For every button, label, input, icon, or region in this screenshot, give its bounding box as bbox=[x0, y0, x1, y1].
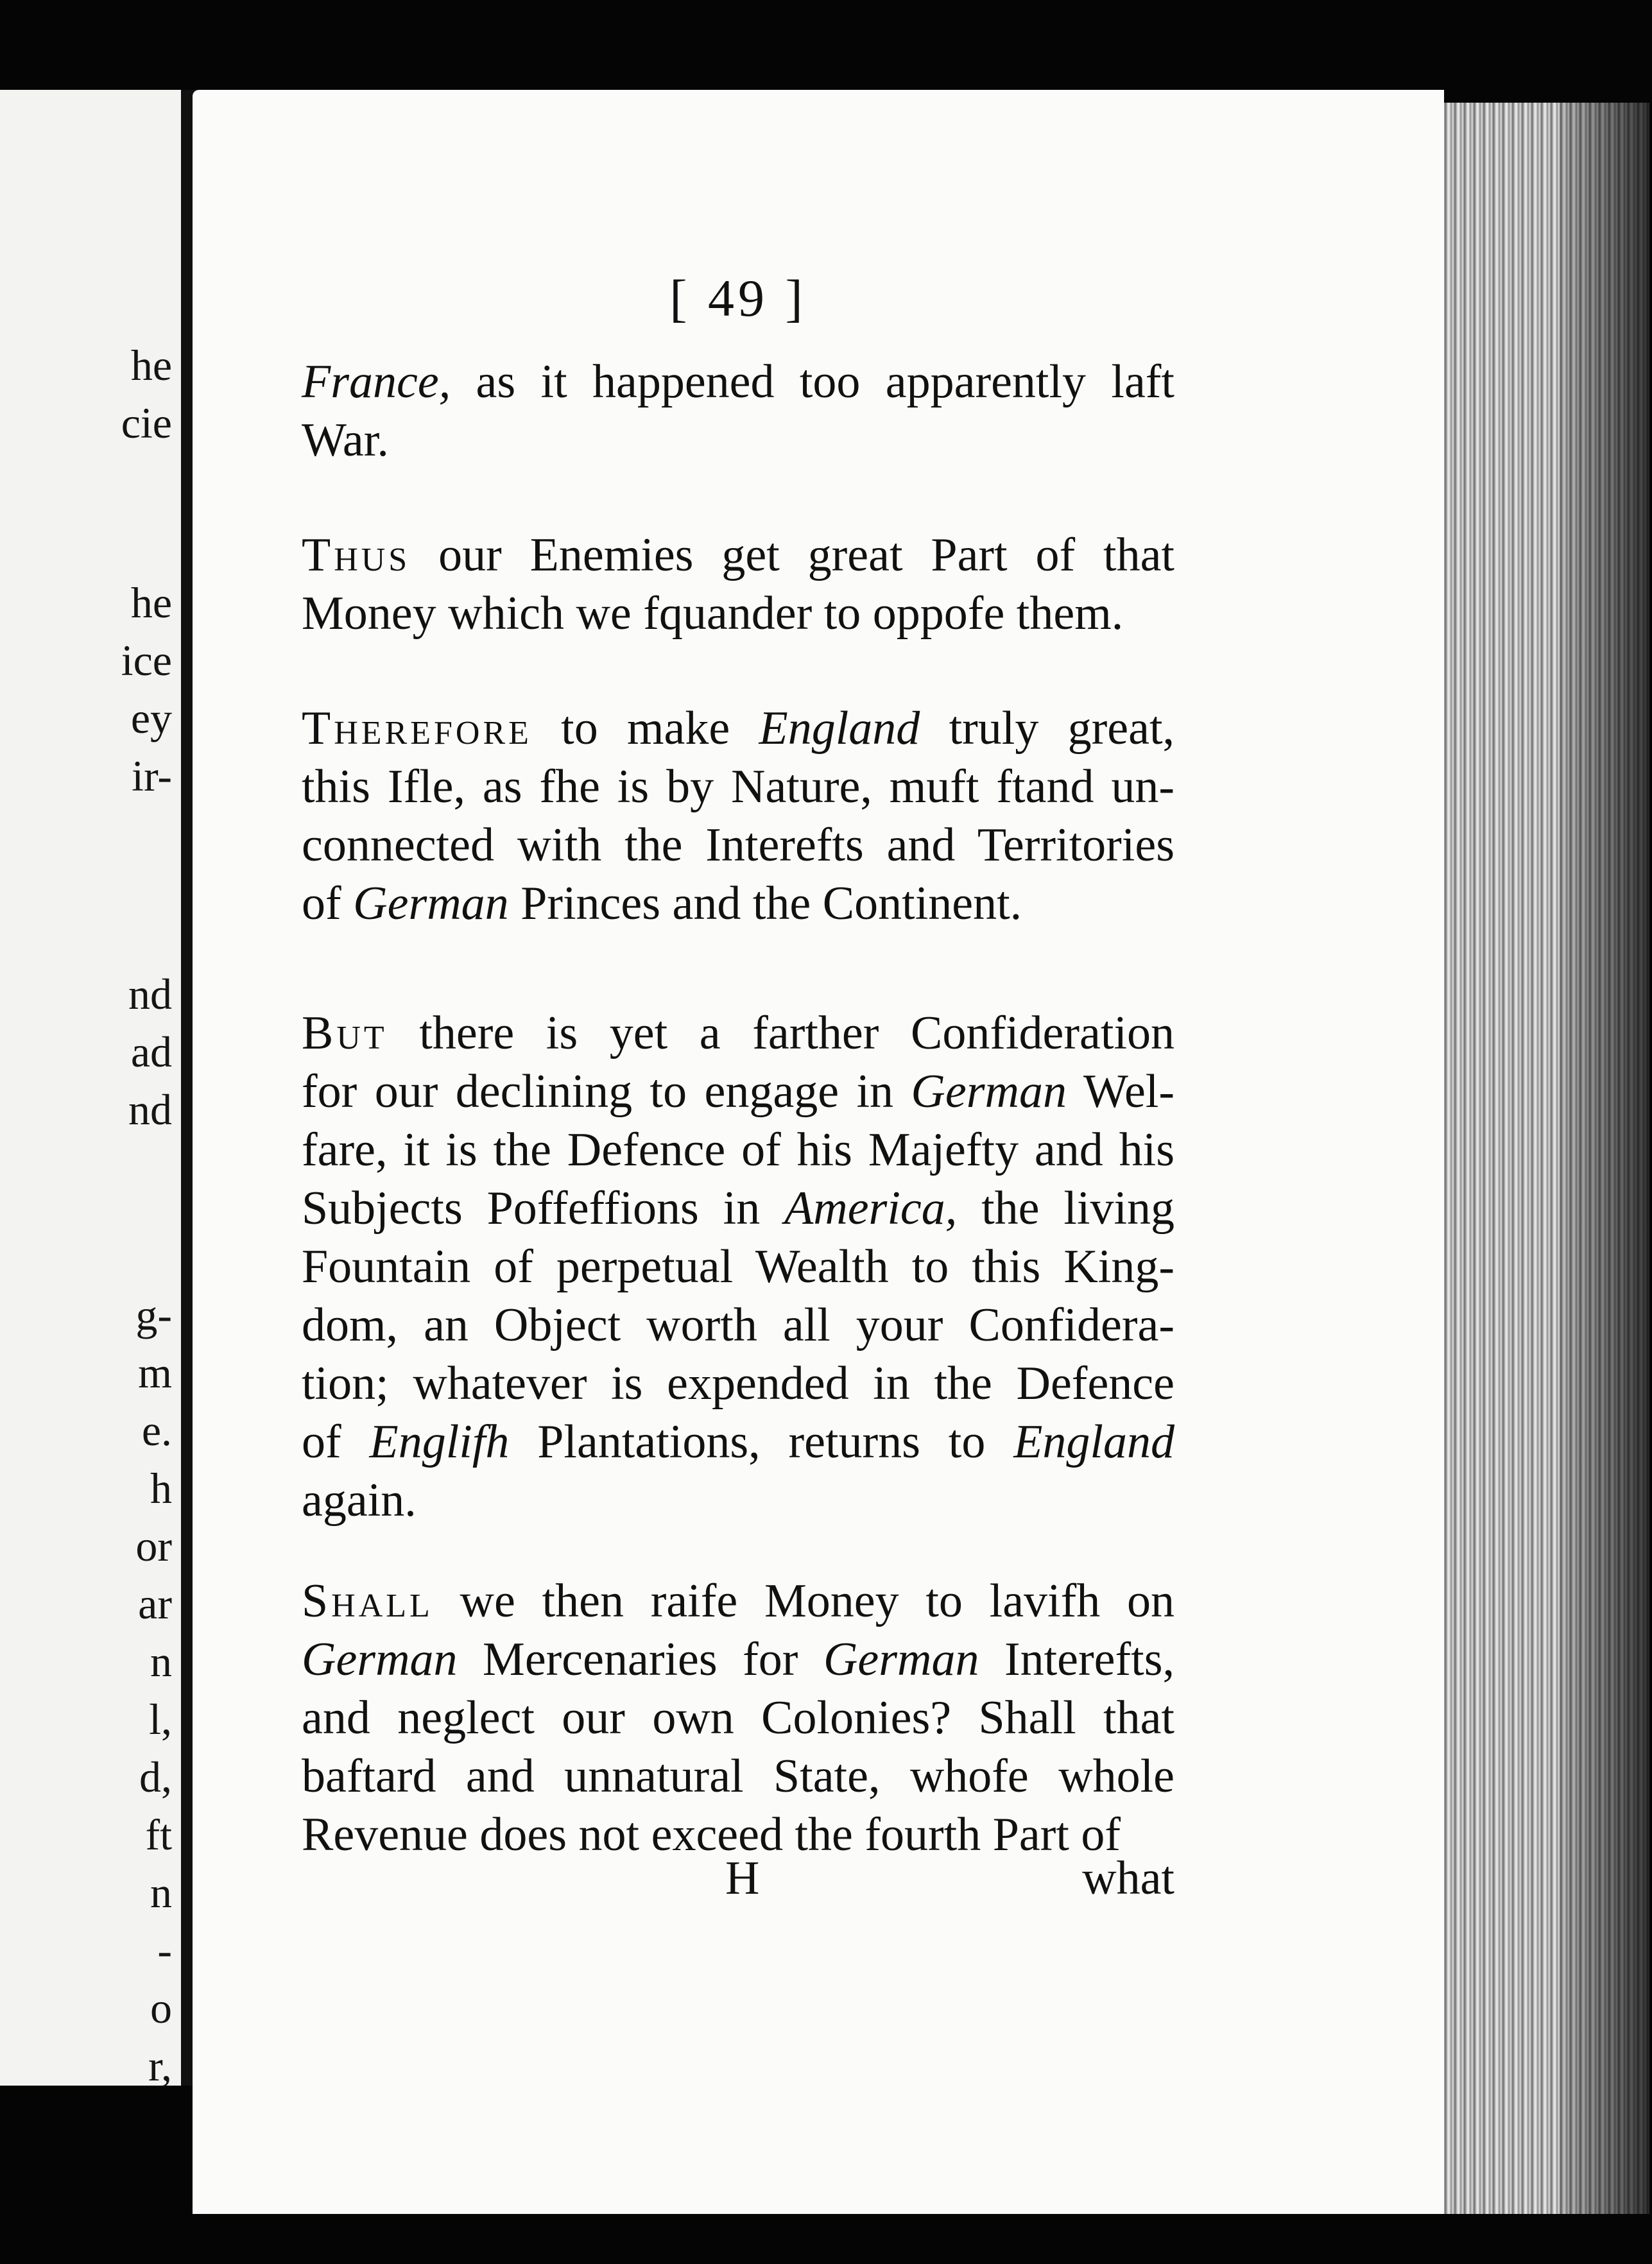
left-page-fragment: n bbox=[150, 1868, 172, 1917]
left-page-fragment: n bbox=[150, 1637, 172, 1686]
text-line bbox=[302, 875, 1174, 933]
text-line bbox=[302, 353, 1174, 411]
left-page-fragment: h bbox=[150, 1464, 172, 1513]
left-page-fragment: ice bbox=[121, 636, 172, 685]
small-caps-word: Thus bbox=[302, 529, 411, 581]
text-run: of bbox=[302, 877, 354, 930]
left-page-fragment: ey bbox=[130, 694, 172, 742]
text-run: fare, it is the Defence of his Majefty and his bbox=[302, 1124, 1174, 1176]
text-line bbox=[302, 1179, 1174, 1238]
page-edges bbox=[1418, 103, 1649, 2214]
left-page-fragment: he bbox=[130, 578, 172, 627]
signature-mark: H bbox=[725, 1852, 760, 1905]
text-run: again. bbox=[302, 1474, 417, 1527]
italic-word: England bbox=[759, 702, 920, 755]
left-page-fragment: ft bbox=[145, 1810, 172, 1859]
text-line bbox=[302, 816, 1174, 875]
text-run: Wel- bbox=[1066, 1065, 1174, 1118]
text-run: connected with the Interefts and Territories bbox=[302, 819, 1174, 871]
page-number: [ 49 ] bbox=[669, 269, 807, 327]
catchword: what bbox=[1082, 1852, 1174, 1905]
left-page-fragment: nd bbox=[128, 1085, 172, 1134]
left-page-fragment: he bbox=[130, 341, 172, 390]
text-line bbox=[302, 1355, 1174, 1413]
text-run: there is yet a farther Confideration bbox=[387, 1007, 1174, 1059]
left-page-fragment: l, bbox=[149, 1695, 172, 1744]
small-caps-word: Shall bbox=[302, 1575, 433, 1627]
left-page-fragment: ad bbox=[130, 1027, 172, 1076]
left-page-fragment: g- bbox=[135, 1291, 172, 1339]
text-line bbox=[302, 1572, 1174, 1631]
text-line bbox=[302, 585, 1174, 643]
italic-word: Englifh bbox=[369, 1416, 510, 1468]
left-page-fragment: cie bbox=[121, 399, 172, 447]
text-run: truly great, bbox=[920, 702, 1175, 755]
italic-word: France, bbox=[302, 356, 451, 408]
left-page-fragment: r, bbox=[148, 2041, 172, 2090]
paragraph bbox=[302, 1572, 1174, 1864]
text-line bbox=[302, 526, 1174, 585]
text-run: Money which we fquander to oppofe them. bbox=[302, 587, 1124, 640]
text-line bbox=[302, 1238, 1174, 1296]
left-page-fragment: e. bbox=[141, 1406, 172, 1455]
text-run: tion; whatever is expended in the Defence bbox=[302, 1357, 1174, 1410]
text-line bbox=[302, 1631, 1174, 1689]
text-line bbox=[302, 1063, 1174, 1121]
left-page-fragment: or bbox=[135, 1522, 172, 1570]
text-run: Princes and the Continent. bbox=[508, 877, 1022, 930]
italic-word: America, bbox=[784, 1182, 958, 1235]
text-line bbox=[302, 1471, 1174, 1530]
paragraph bbox=[302, 1004, 1174, 1530]
left-page-fragment: m bbox=[138, 1348, 172, 1397]
text-run: to make bbox=[531, 702, 759, 755]
small-caps-word: Therefore bbox=[302, 702, 532, 755]
text-run: as it happened too apparently laft bbox=[451, 356, 1174, 408]
left-page-fragment: ar bbox=[138, 1579, 172, 1628]
text-line bbox=[302, 758, 1174, 816]
text-run: Mercenaries for bbox=[457, 1633, 823, 1686]
text-run: this Ifle, as fhe is by Nature, muft ftand un- bbox=[302, 760, 1174, 813]
left-page-fragment: ir- bbox=[132, 751, 172, 800]
text-run: the living bbox=[957, 1182, 1174, 1235]
text-line bbox=[302, 1121, 1174, 1179]
text-run: our Enemies get great Part of that bbox=[410, 529, 1174, 581]
text-line bbox=[302, 1004, 1174, 1063]
italic-word: German bbox=[353, 877, 509, 930]
paragraph bbox=[302, 353, 1174, 470]
text-line bbox=[302, 699, 1174, 758]
text-line bbox=[302, 1413, 1174, 1471]
text-run: of bbox=[302, 1416, 370, 1468]
paragraph bbox=[302, 699, 1174, 933]
text-run: Interefts, bbox=[979, 1633, 1174, 1686]
left-page-fragment: nd bbox=[128, 970, 172, 1018]
left-page-fragment: o bbox=[150, 1984, 172, 2032]
italic-word: German bbox=[911, 1065, 1067, 1118]
text-run: War. bbox=[302, 414, 389, 467]
text-run: Revenue does not exceed the fourth Part of bbox=[302, 1808, 1121, 1861]
left-page-fragments bbox=[0, 340, 181, 2090]
text-run: Plantations, returns to bbox=[509, 1416, 1014, 1468]
page-footer bbox=[302, 1851, 1174, 1916]
text-line bbox=[302, 1747, 1174, 1806]
small-caps-word: But bbox=[302, 1007, 388, 1059]
text-line bbox=[302, 411, 1174, 470]
text-run: for our declining to engage in bbox=[302, 1065, 911, 1118]
text-run: dom, an Object worth all your Confidera- bbox=[302, 1299, 1174, 1351]
italic-word: German bbox=[302, 1633, 458, 1686]
italic-word: German bbox=[823, 1633, 979, 1686]
text-run: baftard and unnatural State, whofe whole bbox=[302, 1750, 1174, 1803]
text-line bbox=[302, 1296, 1174, 1355]
text-run: and neglect our own Colonies? Shall that bbox=[302, 1692, 1174, 1744]
left-page-fragment: - bbox=[157, 1926, 172, 1975]
text-run: Subjects Poffeffions in bbox=[302, 1182, 785, 1235]
text-run: we then raife Money to lavifh on bbox=[433, 1575, 1174, 1627]
left-page bbox=[0, 90, 196, 2090]
paragraph bbox=[302, 526, 1174, 643]
left-page-fragment: d, bbox=[139, 1753, 172, 1801]
italic-word: England bbox=[1013, 1416, 1174, 1468]
text-line bbox=[302, 1689, 1174, 1747]
text-run: Fountain of perpetual Wealth to this King- bbox=[302, 1240, 1174, 1293]
